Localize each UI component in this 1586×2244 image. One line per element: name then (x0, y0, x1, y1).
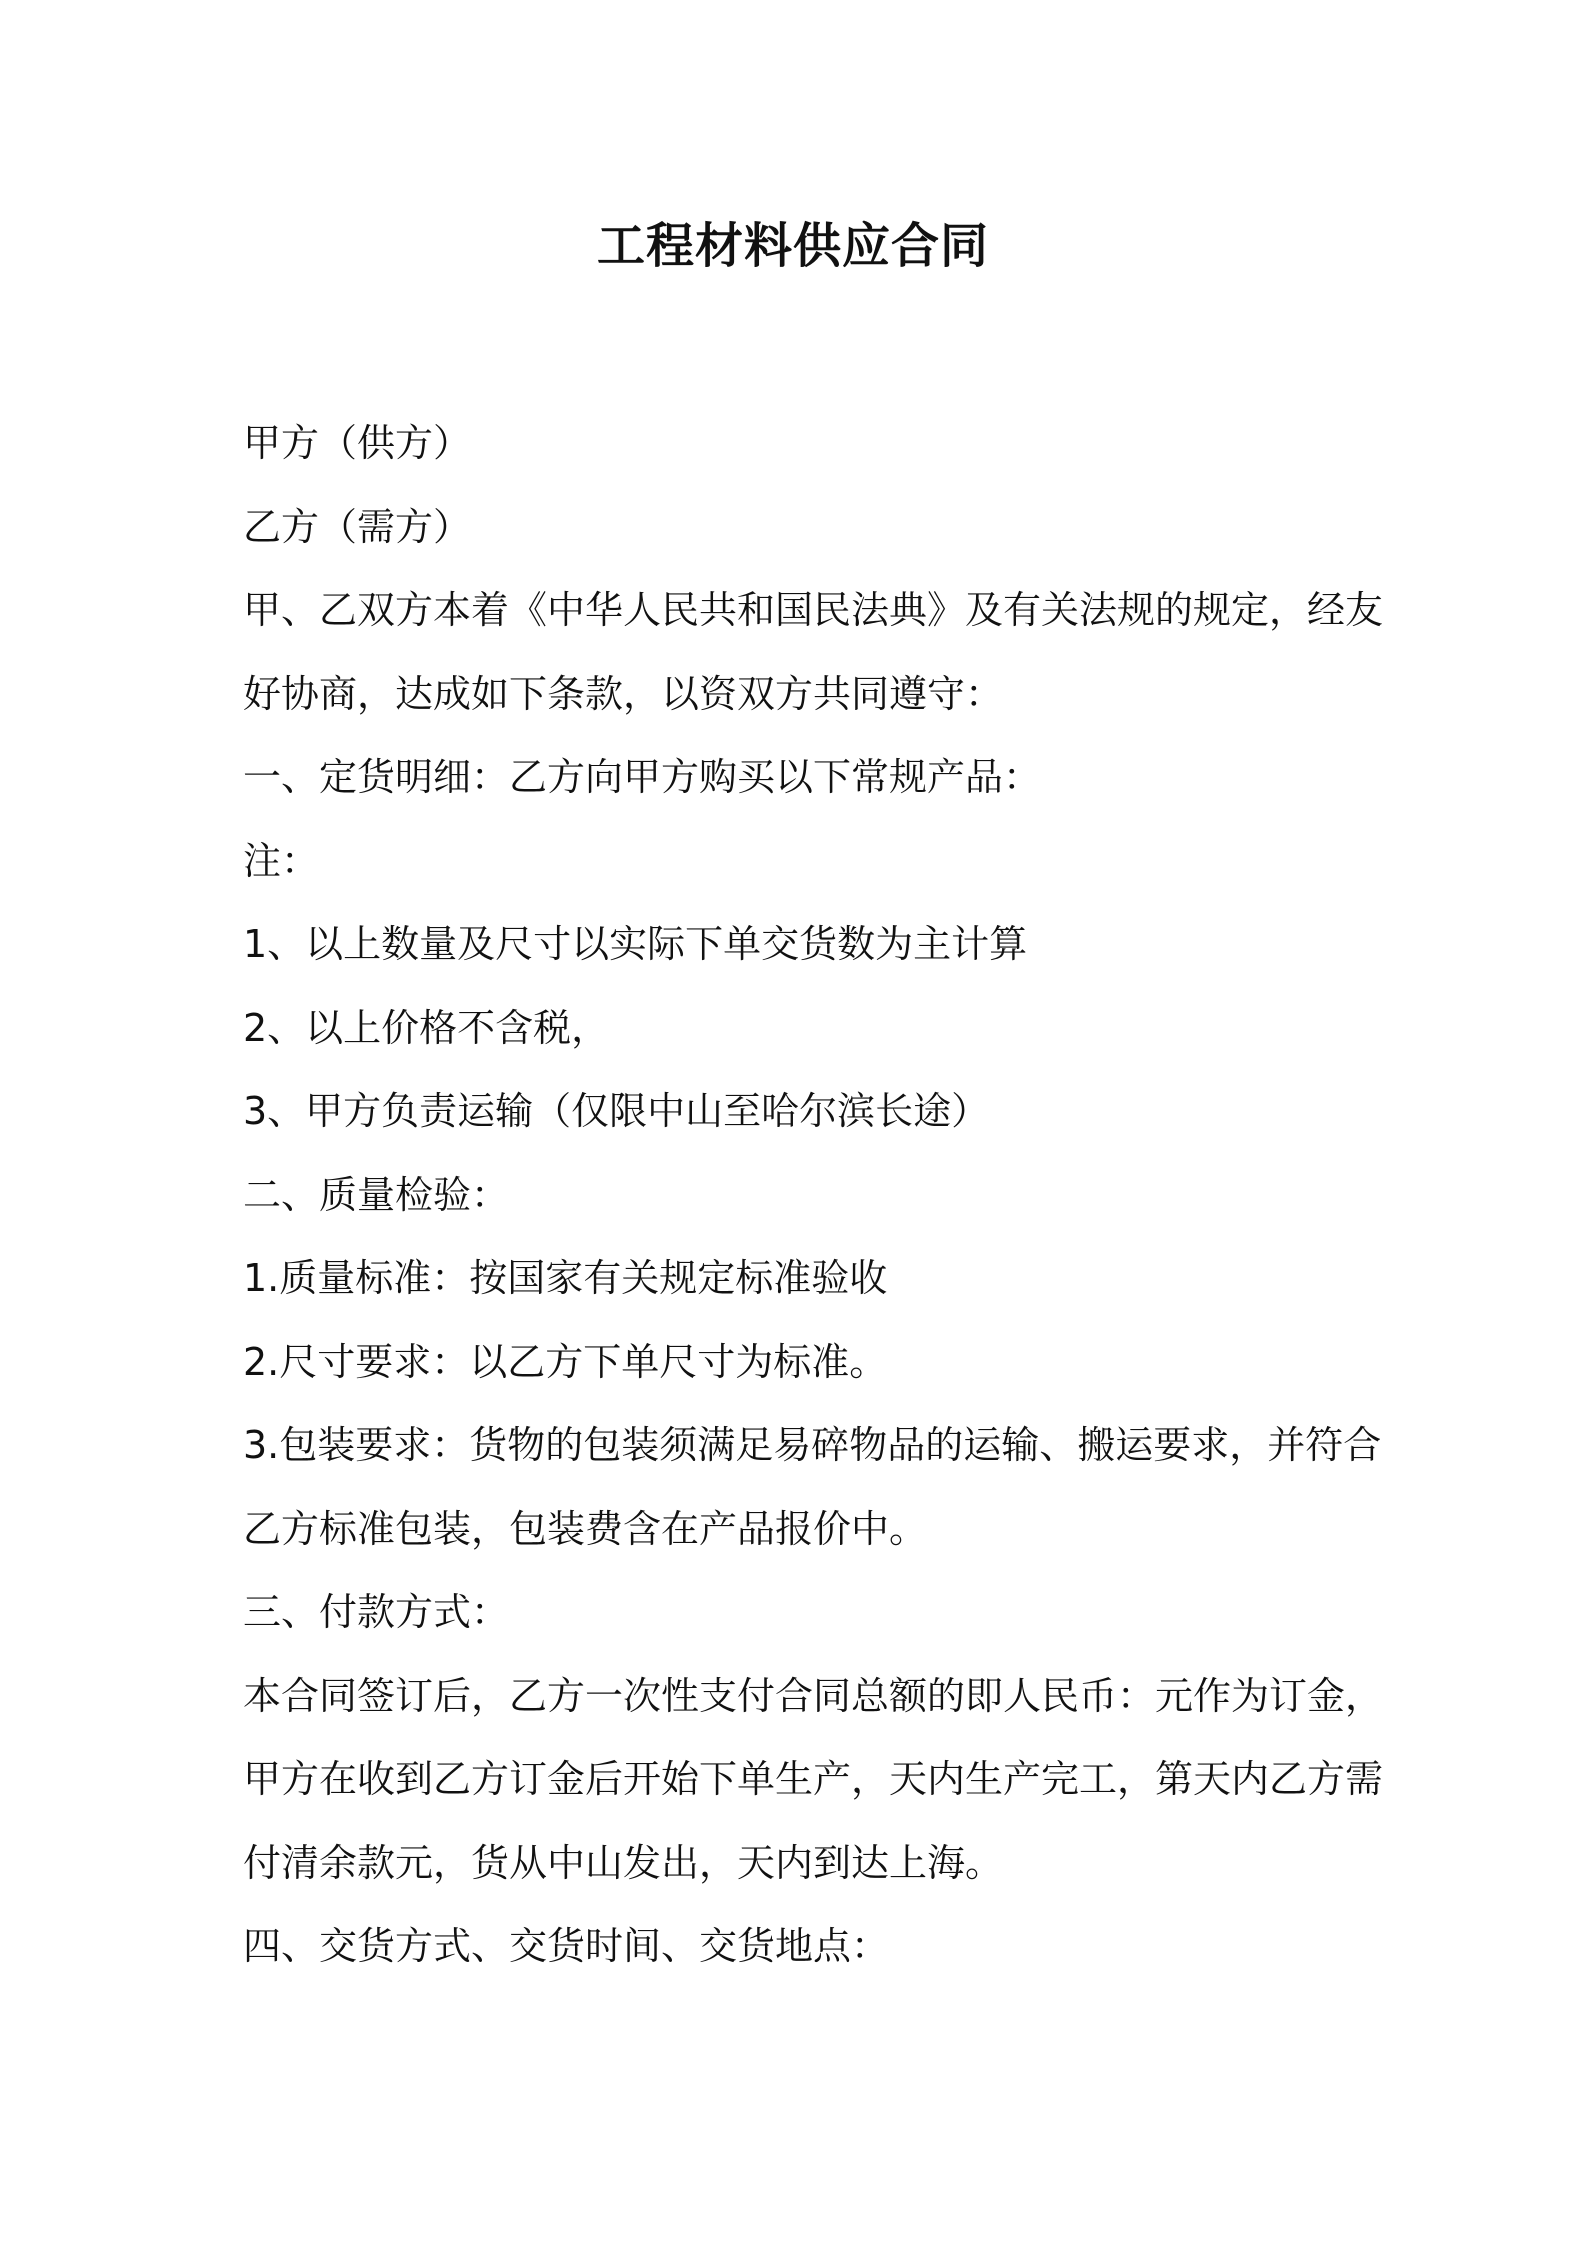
party-a-line: 甲方（供方） (243, 421, 472, 465)
section-2-heading: 二、质量检验： (243, 1172, 510, 1217)
note-item-1: 1、以上数量及尺寸以实际下单交货数为主计算 (243, 922, 1028, 966)
preamble-line-1: 甲、乙双方本着《中华人民共和国民法典》及有关法规的规定，经友 (243, 588, 1384, 632)
quality-item-1: 1.质量标准：按国家有关规定标准验收 (243, 1256, 888, 1300)
party-b-line: 乙方（需方） (243, 504, 472, 549)
note-heading: 注： (243, 838, 320, 883)
section-1-heading: 一、定货明细：乙方向甲方购买以下常规产品： (243, 755, 1042, 799)
quality-item-3-line-1: 3.包装要求：货物的包装须满足易碎物品的运输、搬运要求，并符合 (243, 1423, 1382, 1467)
note-item-2: 2、以上价格不含税， (243, 1005, 610, 1050)
document-title: 工程材料供应合同 (596, 218, 989, 274)
note-item-3: 3、甲方负责运输（仅限中山至哈尔滨长途） (243, 1089, 990, 1133)
preamble-line-2: 好协商，达成如下条款，以资双方共同遵守： (243, 671, 1004, 716)
payment-line-3: 付清余款元，货从中山发出，天内到达上海。 (243, 1840, 1004, 1885)
quality-item-3-line-2: 乙方标准包装，包装费含在产品报价中。 (243, 1506, 928, 1551)
payment-line-2: 甲方在收到乙方订金后开始下单生产，天内生产完工，第天内乙方需 (243, 1757, 1384, 1801)
quality-item-2: 2.尺寸要求：以乙方下单尺寸为标准。 (243, 1339, 888, 1384)
section-4-heading: 四、交货方式、交货时间、交货地点： (243, 1924, 890, 1968)
contract-body (243, 402, 1384, 1989)
payment-line-1: 本合同签订后，乙方一次性支付合同总额的即人民币：元作为订金， (243, 1673, 1384, 1718)
section-3-heading: 三、付款方式： (243, 1590, 510, 1634)
